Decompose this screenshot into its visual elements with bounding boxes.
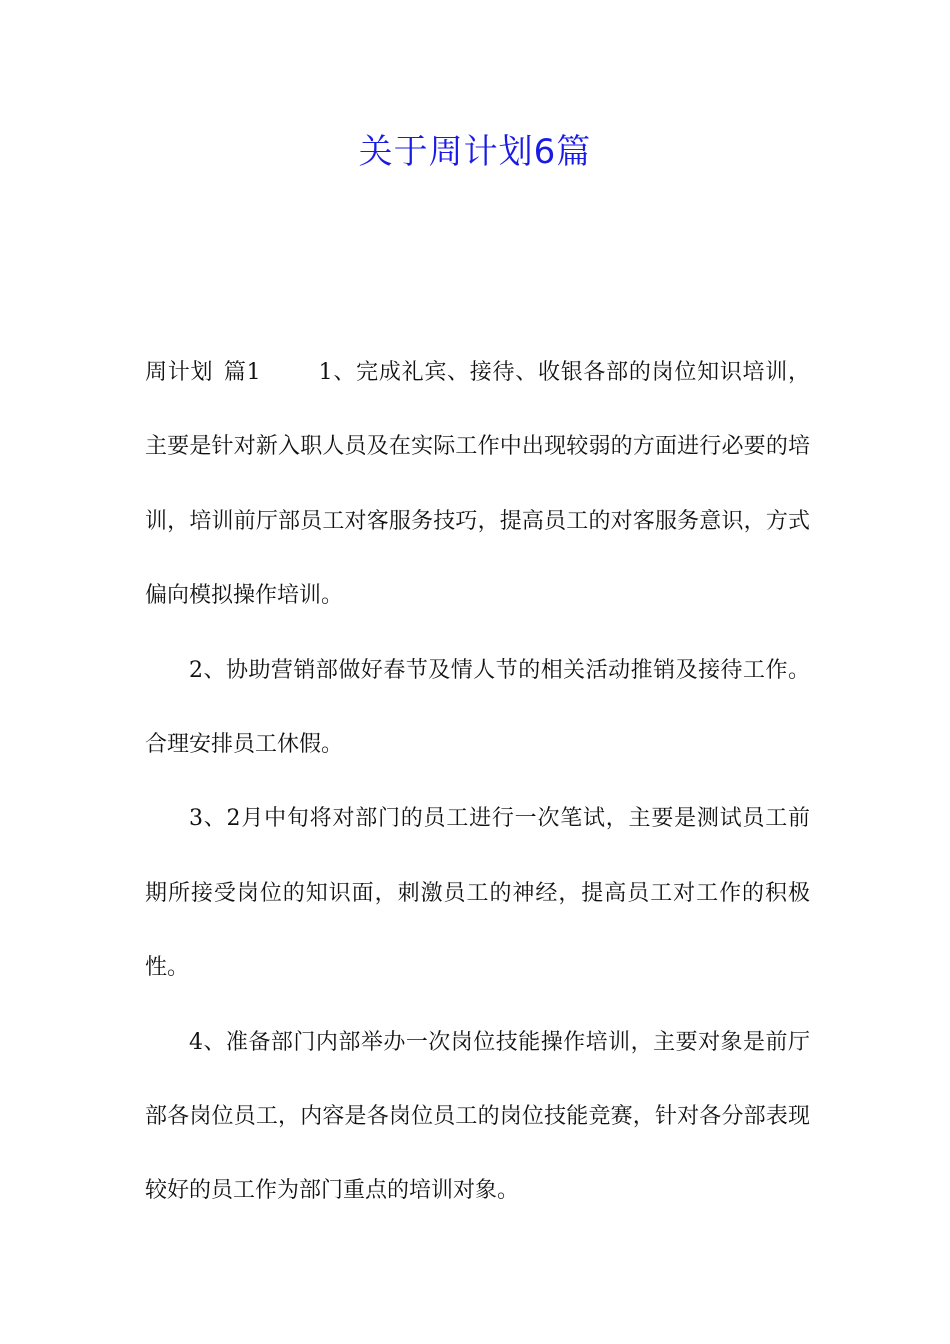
section-number: 篇1 bbox=[223, 360, 261, 385]
paragraph-4: 4、准备部门内部举办一次岗位技能操作培训，主要对象是前厅部各岗位员工，内容是各岗位员工的岗位技能竞赛，针对各分部表现较好的员工作为部门重点的培训对象。 bbox=[145, 1029, 810, 1204]
paragraph-2: 2、协助营销部做好春节及情人节的相关活动推销及接待工作。合理安排员工休假。 bbox=[145, 657, 810, 758]
document-title: 关于周计划6篇 bbox=[358, 132, 592, 172]
paragraph-3: 3、2月中旬将对部门的员工进行一次笔试，主要是测试员工前期所接受岗位的知识面，刺激员工的神经，提高员工对工作的积极性。 bbox=[145, 806, 810, 981]
paragraph-1-text: 1、完成礼宾、接待、收银各部的岗位知识培训，主要是针对新入职人员及在实际工作中出现较弱的方面进行必要的培训，培训前厅部员工对客服务技巧，提高员工的对客服务意识，方式偏向模拟操作培训。 bbox=[145, 360, 811, 609]
section-label: 周计划 bbox=[145, 360, 214, 385]
document-body bbox=[145, 336, 810, 1229]
paragraph-1 bbox=[145, 336, 810, 634]
